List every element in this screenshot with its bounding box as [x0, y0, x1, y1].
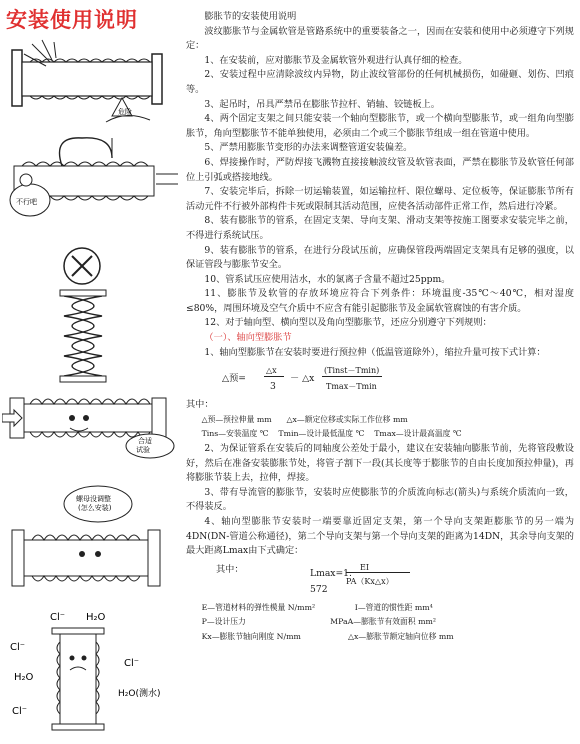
item-12: 12、对于轴向型、横向型以及角向型膨胀节，还应分别遵守下列规则： — [204, 317, 492, 329]
step-3: 3、带有导流管的膨胀节，安装时应使膨胀节的介质流向标志(箭头)与系统介质流向一致，不得装反。 — [186, 486, 574, 513]
item-8: 8、装有膨胀节的管系，在固定支架、导向支架、滑动支架等按施工图要求安装完毕之前，不得进行系统试压。 — [186, 215, 574, 241]
item-7: 7、安装完毕后，拆除一切运输装置，如运输拉杆、限位螺母、定位板等，保证膨胀节所有活动元件不行被外部构件卡死或限制其活动范围，应使各活动部件正常工作，然后进行冷紧。 — [186, 186, 574, 212]
item-3: 3、起吊时，吊具严禁吊在膨胀节拉杆、销轴、铰链板上。 — [204, 98, 440, 110]
item-1: 1、在安装前，应对膨胀节及金属软管外观进行认真仔细的检查。 — [204, 54, 468, 66]
cl-label-1: Cl⁻ — [50, 612, 66, 623]
lifting-illustration — [10, 138, 178, 216]
fig7-bubble: 螺母没调整(怎么安装) — [76, 495, 112, 512]
item-2: 2、安装过程中应清除波纹内异物，防止波纹管部份的任何机械损伤，如碰砸、划伤、凹痕等。 — [186, 69, 574, 95]
legend-row-3: E—管道材料的弹性模量 N/mm² I—管道的惯性距 mm⁴ — [201, 602, 433, 612]
h2o-label-3: H₂O(测水) — [118, 689, 161, 699]
where-label: 其中： — [186, 399, 214, 411]
text-intro: 波纹膨胀节与金属软管是管路系统中的重要装备之一，因而在安装和使用中必须遵守下列规定： — [186, 25, 574, 52]
legend-row-5: Kx—膨胀节轴向刚度 N/mm △x—膨胀节额定轴向位移 mm — [201, 631, 454, 641]
item-6: 6、焊接操作时，严防焊接飞溅物直接接触波纹管及软管表面，严禁在膨胀节及软管任何部位上引弧或搭接地线。 — [186, 156, 574, 183]
formula1-num-b: (Tinst－Tmin) — [324, 366, 380, 376]
item-5: 5、严禁用膨胀节变形的办法来调整管道安装偏差。 — [204, 142, 413, 154]
formula2-where: 其中： — [216, 563, 244, 575]
legend-row-1: △预—预拉伸量 mm △x—额定位移或实际工作位移 mm — [201, 414, 408, 424]
step-2: 2、为保证管系在安装后的同轴度公差处于最小，建议在安装轴向膨胀节前，先将管段敷设好，然后在准备安装膨胀节处，将管子割下一段(其长度等于膨胀节的自由长度加预拉伸量)，再将膨胀节装上去，拉伸，焊接。 — [186, 443, 574, 484]
formula1-mid: － △x — [290, 373, 315, 385]
adjust-nut-illustration — [12, 486, 160, 586]
item-9: 9、装有膨胀节的管系，在进行分段试压前，应确保管段两端固定支架具有足够的强度，以保证管段与膨胀节安全。 — [186, 244, 574, 271]
formula2-den: PA（Kx△x） — [346, 576, 394, 586]
formula2-lhs: Lmax=1. — [310, 567, 352, 579]
h2o-label-1: H₂O — [86, 612, 106, 623]
item-4: 4、两个固定支架之间只能安装一个轴向型膨胀节，或一个横向型膨胀节，或一组角向型膨胀节，角向型膨胀节不能单独使用，必须由二个或三个膨胀节组成一组在管道中使用。 — [186, 113, 574, 139]
item-11: 11、膨胀节及软管的存放环境应符合下列条件：环境温度-35℃～40℃，相对湿度≤80%，周围环境及空气介质中不应含有能引起膨胀节及金属软管腐蚀的有害介质。 — [186, 288, 574, 314]
lmax-formula — [186, 559, 574, 601]
fig2-label: 危险 — [118, 108, 132, 116]
fig6-label: 合适试验 — [136, 437, 152, 454]
instructions-text — [186, 10, 574, 645]
twisted-bellows-illustration — [60, 248, 106, 382]
formula2-coef: 572 — [310, 583, 328, 595]
step-4: 4、轴向型膨胀节安装时一端要靠近固定支架，第一个导向支架距膨胀节的另一端为4DN(DN-管道公称通径)，第二个导向支架与第一个导向支架的距离为14DN，其余导向支架的最大距离Lmax由下式确定： — [186, 516, 574, 557]
h2o-label-2: H₂O — [14, 672, 34, 683]
legend-row-2: Tins—安装温度 ℃ Tmin—设计最低温度 ℃ Tmax—设计最高温度 ℃ — [201, 429, 462, 439]
legend-row-4: P—设计压力 MPaA—膨胀节有效面积 mm² — [201, 617, 437, 627]
formula1-lhs: △预= — [222, 373, 246, 385]
bellows-welding-illustration — [12, 40, 162, 122]
illustrations — [2, 36, 182, 736]
item-10: 10、管系试压应使用洁水，水的氯离子含量不超过25ppm。 — [204, 273, 451, 285]
formula2-num: EI — [360, 562, 369, 572]
cl-label-4: Cl⁻ — [124, 658, 140, 669]
cl-label-2: Cl⁻ — [10, 642, 26, 653]
formula1-den-a: 3 — [270, 381, 276, 393]
step-1: 1、轴向型膨胀节在安装时要进行预拉伸（低温管道除外），缩拉升量可按下式计算： — [204, 346, 546, 358]
cl-label-3: Cl⁻ — [12, 706, 28, 717]
formula1-num-a: △x — [266, 366, 277, 376]
pressure-test-illustration — [2, 398, 174, 458]
section-title: （一）、轴向型膨胀节 — [204, 332, 292, 344]
chloride-illustration — [10, 612, 160, 730]
fig3-label: 不行吧 — [16, 198, 37, 206]
formula1-den-b: Tmax－Tmin — [326, 382, 377, 392]
page-title: 安装使用说明 — [6, 8, 138, 32]
text-heading: 膨胀节的安装使用说明 — [204, 11, 297, 22]
prestretch-formula — [186, 360, 574, 398]
